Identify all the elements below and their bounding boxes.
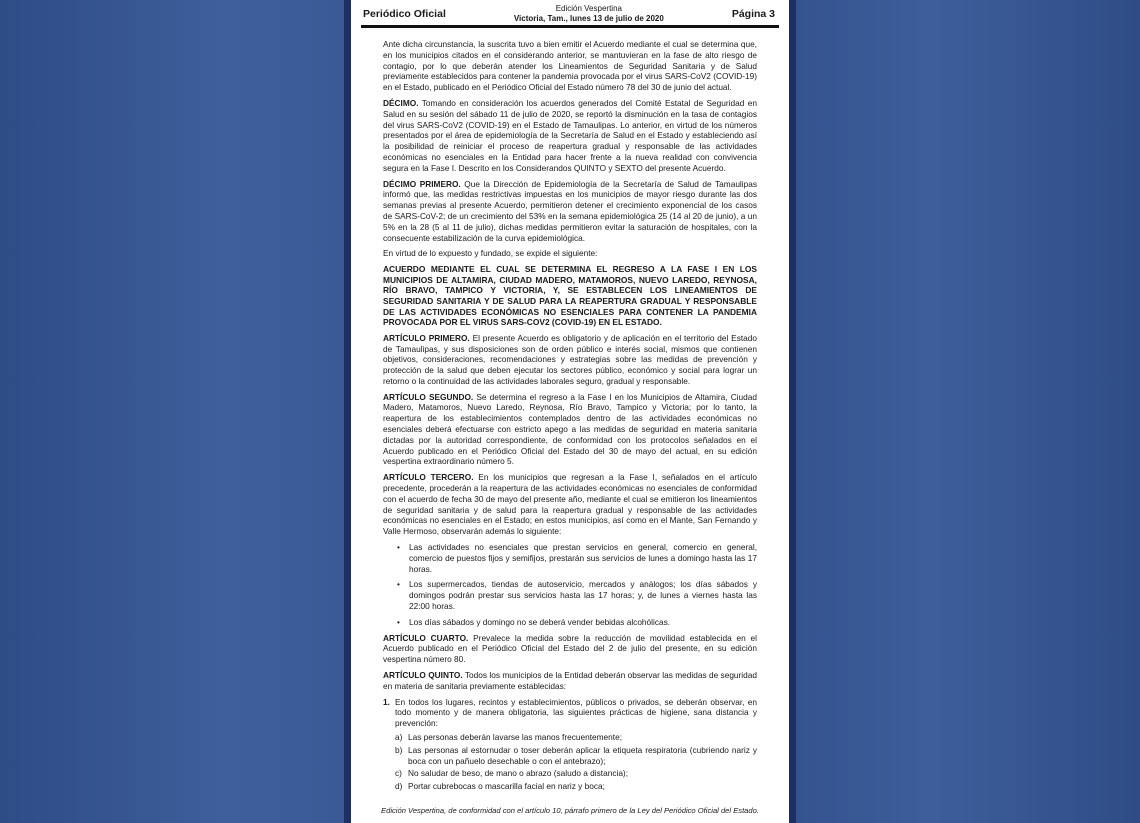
edition-header bbox=[514, 4, 664, 24]
sub-item bbox=[395, 732, 757, 743]
page-number: Página 3 bbox=[731, 8, 775, 20]
articulo-segundo bbox=[383, 392, 757, 468]
text: El presente Acuerdo es obligatorio y de aplicación en el territorio del Estado de Tamaulipas, y sus disposiciones son de orden público e interés social, mismos que contienen objetivos, consideraciones, recomendaciones y estrategias sobre las medidas de prevención y protección de la salud que deben ejecutar los sectores público, económico y social para lograr un retorno o la continuidad de las actividades laborales seguro, gradual y responsable. bbox=[383, 332, 757, 386]
sub-text: No saludar de beso, de mano o abrazo (saludo a distancia); bbox=[408, 768, 629, 779]
publication-date: Victoria, Tam., lunes 13 de julio de 2020 bbox=[513, 14, 664, 23]
page-footer: Edición Vespertina, de conformidad con el artículo 10, párrafo primero de la Ley del Periódico Oficial del Estado. bbox=[381, 805, 759, 815]
articulo-cuarto bbox=[383, 633, 757, 665]
paragraph-intro: Ante dicha circunstancia, la suscrita tuvo a bien emitir el Acuerdo mediante el cual se determina que, en los municipios citados en el considerando anterior, se mantuvieran en la fase de alto riesgo de contagio, por lo que deberán atender los Lineamientos de Seguridad Sanitaria y de Salud previamente establecidos para contener la pandemia provocada por el virus SARS-CoV2 (COVID-19) en el Estado, publicado en el Periódico Oficial del Estado número 78 del 30 de junio del actual. bbox=[383, 39, 757, 93]
text: Tomando en consideración los acuerdos generados del Comité Estatal de Seguridad en Salud en su sesión del sábado 11 de julio de 2020, se reportó la disminución en la tasa de contagios del virus SARS-CoV2 (COVID-19) en el Estado de Tamaulipas. Lo anterior, en virtud de los números presentados por el área de epidemiología de la Secretaría de Salud en el Estado y estableciendo así la posibilidad de reiniciar el proceso de reapertura gradual y responsable de las actividades económicas no esenciales en la Entidad para hacer frente a la nueva realidad con convivencia segura en la Fase I. Descrito en los Considerandos QUINTO y SEXTO del presente Acuerdo. bbox=[383, 97, 757, 173]
edition-label: Edición Vespertina bbox=[555, 4, 622, 13]
sub-marker: c) bbox=[395, 768, 402, 779]
sub-item bbox=[395, 781, 757, 792]
label: DÉCIMO PRIMERO. bbox=[383, 178, 461, 189]
sub-marker: d) bbox=[395, 781, 403, 792]
paragraph-en-virtud: En virtud de lo expuesto y fundado, se expide el siguiente: bbox=[383, 248, 598, 259]
document-body bbox=[351, 28, 789, 792]
label: ARTÍCULO PRIMERO. bbox=[383, 332, 470, 343]
sub-item bbox=[395, 768, 757, 779]
publication-name: Periódico Oficial bbox=[363, 8, 446, 20]
item-text: En todos los lugares, recintos y establecimientos, públicos o privados, se deberán observar, en todo momento y de manera obligatoria, las siguientes prácticas de higiene, sana distancia y prevención: bbox=[395, 696, 757, 729]
articulo-tercero bbox=[383, 472, 757, 537]
label: ARTÍCULO SEGUNDO. bbox=[383, 391, 474, 402]
text: Se determina el regreso a la Fase I en los Municipios de Altamira, Ciudad Madero, Matamoros, Nuevo Laredo, Reynosa, Río Bravo, Tampico y Victoria; por lo tanto, la reapertura de los establecimientos contemplados dentro de las actividades económicas no esenciales deberá efectuarse con estricto apego a las medidas de seguridad en materia sanitaria dictadas por la autoridad correspondiente, de conformidad con los protocolos señalados en el Acuerdo publicado en el Periódico Oficial del Estado del 30 de mayo del actual, en su edición vespertina extraordinario número 5. bbox=[383, 391, 757, 467]
sub-text: Portar cubrebocas o mascarilla facial en nariz y boca; bbox=[408, 781, 605, 792]
page-header bbox=[351, 4, 789, 24]
text: Todos los municipios de la Entidad deberán observar las medidas de seguridad en materia de sanitaria previamente establecidas: bbox=[383, 670, 757, 691]
text: Prevalece la medida sobre la reducción de movilidad establecida en el Acuerdo publicado en el Periódico Oficial del Estado del 2 de julio del presente, en su edición vespertina número 80. bbox=[383, 632, 758, 665]
sub-text: Las personas deberán lavarse las manos frecuentemente; bbox=[408, 732, 623, 742]
bullet-item: • Los supermercados, tiendas de autoservicio, mercados y análogos; los días sábados y domingos podrán prestar sus servicios hasta las 17 horas; y, de lunes a viernes hasta las 22:00 horas. bbox=[397, 579, 757, 611]
label: ARTÍCULO CUARTO. bbox=[383, 632, 469, 643]
acuerdo-title: ACUERDO MEDIANTE EL CUAL SE DETERMINA EL REGRESO A LA FASE I EN LOS MUNICIPIOS DE ALTAMIRA, CIUDAD MADERO, MATAMOROS, NUEVO LAREDO, REYNOSA, RÍO BRAVO, TAMPICO Y VICTORIA, Y, SE ESTABLECEN LOS LINEAMIENTOS DE SEGURIDAD SANITARIA Y DE SALUD PARA LA REAPERTURA GRADUAL Y RESPONSABLE DE LAS ACTIVIDADES ECONÓMICAS NO ESENCIALES PARA CONTENER LA PANDEMIA PROVOCADA POR EL VIRUS SARS-COV2 (COVID-19) EN EL ESTADO. bbox=[383, 264, 757, 328]
articulo-primero bbox=[383, 333, 757, 387]
bullet-item: • Los días sábados y domingo no se deberá vender bebidas alcohólicas. bbox=[397, 617, 757, 628]
sub-marker: a) bbox=[395, 732, 403, 742]
bullet-item: • Las actividades no esenciales que prestan servicios en general, comercio en general, comercio de puestos fijos y semifijos, prestarán sus servicios de lunes a domingo hasta las 17 horas. bbox=[397, 542, 757, 574]
numbered-item bbox=[383, 697, 757, 729]
text: En los municipios que regresan a la Fase I, señalados en el artículo precedente, procederán a la reapertura de las actividades económicas no esenciales de conformidad con el acuerdo de fecha 30 de mayo del presente año, mediante el cual se emitieron los lineamientos de seguridad sanitaria y de salud para la reapertura gradual y responsable de las actividades económicas no esenciales en el Estado; en estos municipios, así como en el Mante, San Fernando y Valle Hermoso, observarán además lo siguiente: bbox=[383, 472, 757, 537]
sub-text: Las personas al estornudar o toser deberán aplicar la etiqueta respiratoria (cubriendo nariz y boca con un pañuelo desechable o con el antebrazo); bbox=[408, 744, 757, 766]
sub-item bbox=[395, 745, 757, 767]
sub-marker: b) bbox=[395, 744, 403, 755]
background-right bbox=[796, 0, 1140, 823]
text: Que la Dirección de Epidemiología de la Secretaría de Salud de Tamaulipas informó que, las medidas restrictivas impuestas en los municipios de mayor riesgo durante las dos semanas previas al presente Acuerdo, permitieron detener el crecimiento exponencial de los casos de SARS-CoV-2; de un crecimiento del 53% en la semana epidemiológica 25 (14 al 20 de junio), a un 5% en la 28 (5 al 11 de julio), dichas medidas permitieron evitar la saturación de hospitales, con la consecuente estabilización de la curva epidemiológica. bbox=[383, 178, 757, 243]
articulo-quinto bbox=[383, 670, 757, 692]
label: ARTÍCULO QUINTO. bbox=[383, 670, 463, 681]
label: ARTÍCULO TERCERO. bbox=[383, 472, 474, 483]
document-page bbox=[351, 0, 789, 823]
label: DÉCIMO. bbox=[383, 97, 419, 108]
paragraph-decimo bbox=[383, 98, 757, 174]
paragraph-decimo-primero bbox=[383, 179, 757, 244]
item-marker: 1. bbox=[383, 696, 390, 707]
